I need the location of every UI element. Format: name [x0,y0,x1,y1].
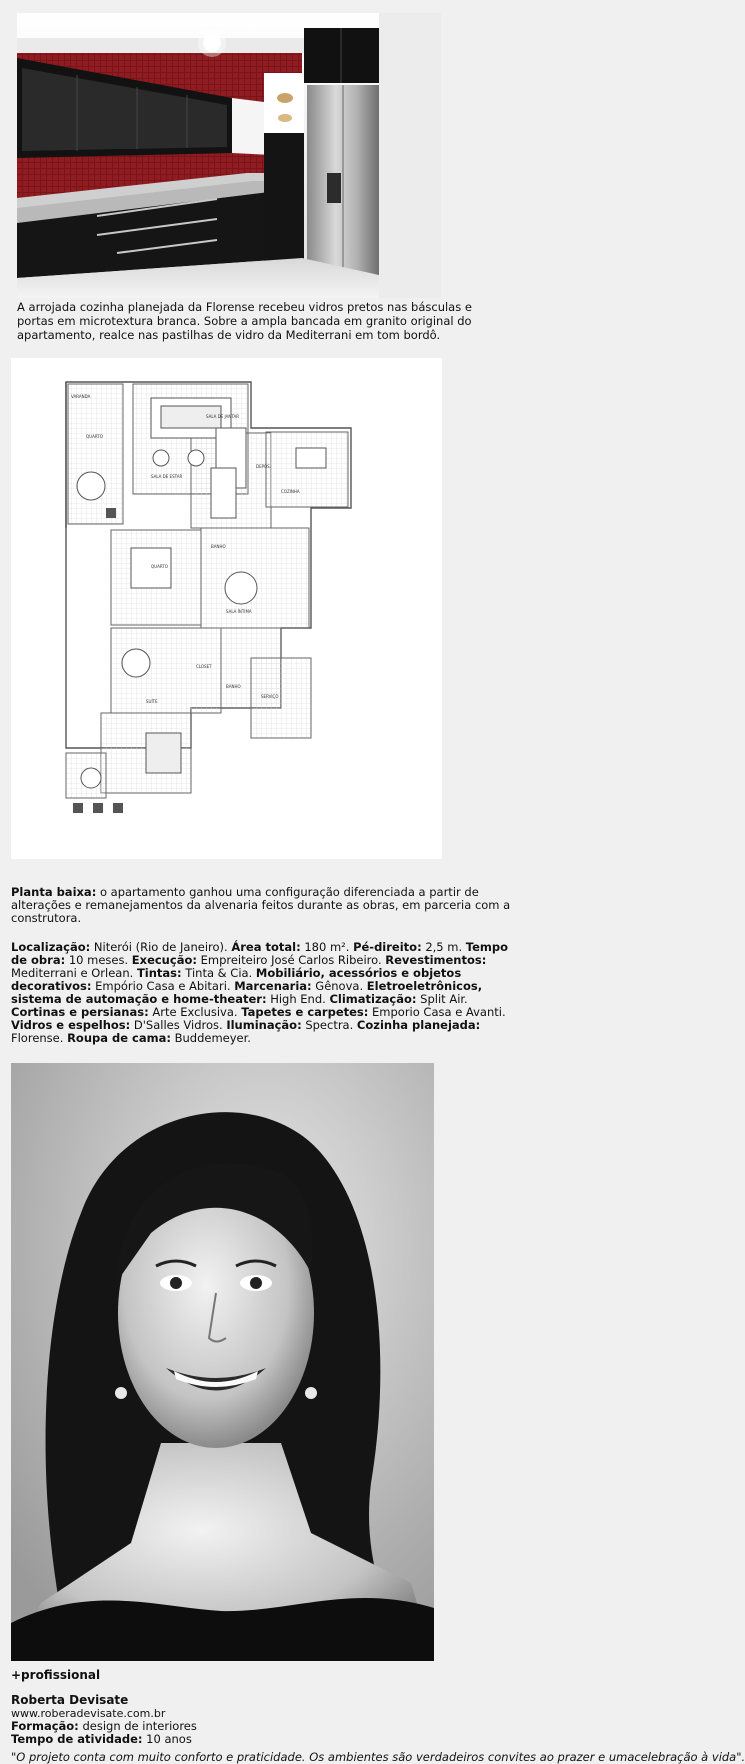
detail-value: Empório Casa e Abitari. [91,979,235,993]
detail-label: Climatização: [329,992,417,1006]
plan-label-sala-intima: SALA ÍNTIMA [226,609,252,614]
detail-label: Tapetes e carpetes: [241,1005,369,1019]
detail-value: 180 m². [300,940,354,954]
activity-label: Tempo de atividade: [11,1732,143,1746]
plan-label-quarto-2: QUARTO [151,564,168,569]
detail-value: Gênova. [311,979,367,993]
plan-label-cozinha: COZINHA [281,489,300,494]
detail-label: Vidros e espelhos: [11,1018,131,1032]
plan-label-sala-estar: SALA DE ESTAR [151,474,183,479]
plan-label-sala-jantar: SALA DE JANTAR [206,414,240,419]
floorplan-text: o apartamento ganhou uma configuração diferenciada a partir de alterações e remanejamentos da alvenaria feitos durante as obras, em parceria com a construtora. [11,885,511,925]
detail-label: Localização: [11,940,91,954]
detail-value: Buddemeyer. [170,1031,251,1045]
detail-value: Spectra. [301,1018,357,1032]
floorplan-drawing [11,358,442,859]
plan-label-quarto-1: QUARTO [86,434,103,439]
professional-quote: "O projeto conta com muito conforto e praticidade. Os ambientes são verdadeiros convites ao prazer e umacelebração à vida". [11,1750,745,1764]
detail-value: Niterói (Rio de Janeiro). [90,940,232,954]
project-details [11,941,519,1045]
plan-label-varanda: VARANDA [71,394,91,399]
detail-label: Roupa de cama: [67,1031,171,1045]
detail-label: Mobiliário, acessórios e objetos decorativos: [11,966,462,993]
detail-label: Cortinas e persianas: [11,1005,149,1019]
professional-website-link[interactable]: www.roberadevisate.com.br [11,1707,166,1720]
detail-value: D'Salles Vidros. [130,1018,227,1032]
detail-value: Emporio Casa e Avanti. [368,1005,506,1019]
floorplan-image [11,358,442,859]
plan-label-servico: SERVIÇO [261,694,279,699]
plan-label-closet: CLOSET [196,664,212,669]
detail-label: Iluminação: [226,1018,302,1032]
professional-activity [11,1733,192,1746]
detail-value: Split Air. [416,992,468,1006]
detail-label: Área total: [231,940,301,954]
detail-value: Arte Exclusiva. [148,1005,242,1019]
plan-label-banho-1: BANHO [211,544,226,549]
detail-label: Eletroeletrônicos, sistema de automação e home-theater: [11,979,483,1006]
activity-value: 10 anos [142,1732,192,1746]
detail-value: Empreiteiro José Carlos Ribeiro. [196,953,386,967]
kitchen-photo [17,13,441,298]
detail-label: Execução: [131,953,197,967]
detail-label: Marcenaria: [234,979,312,993]
plan-label-banho-2: BANHO [226,684,241,689]
detail-label: Cozinha planejada: [356,1018,481,1032]
professional-section-title: +profissional [11,1668,101,1682]
detail-value: High End. [266,992,330,1006]
detail-label: Revestimentos: [385,953,487,967]
portrait-photo [11,1063,434,1661]
plan-label-deposito: DEPÓS. [256,464,271,469]
detail-value: Mediterrani e Orlean. [11,966,137,980]
floorplan-caption [11,886,511,925]
floorplan-heading: Planta baixa: [11,885,97,899]
professional-name: Roberta Devisate [11,1693,129,1707]
detail-value: 2,5 m. [421,940,466,954]
plan-label-suite: SUÍTE [146,699,158,704]
formation-value: design de interiores [78,1719,197,1733]
formation-label: Formação: [11,1719,79,1733]
detail-value: Florense. [11,1031,68,1045]
detail-value: 10 meses. [65,953,132,967]
detail-label: Tintas: [136,966,182,980]
detail-label: Pé-direito: [353,940,422,954]
detail-value: Tinta & Cia. [181,966,256,980]
kitchen-caption: A arrojada cozinha planejada da Florense recebeu vidros pretos nas básculas e portas em microtextura branca. Sobre a ampla bancada em granito original do apartamento, realce nas pastilhas de vidro da Mediterrani em tom bordô. [17,300,472,342]
detail-label: Tempo de obra: [11,940,509,967]
